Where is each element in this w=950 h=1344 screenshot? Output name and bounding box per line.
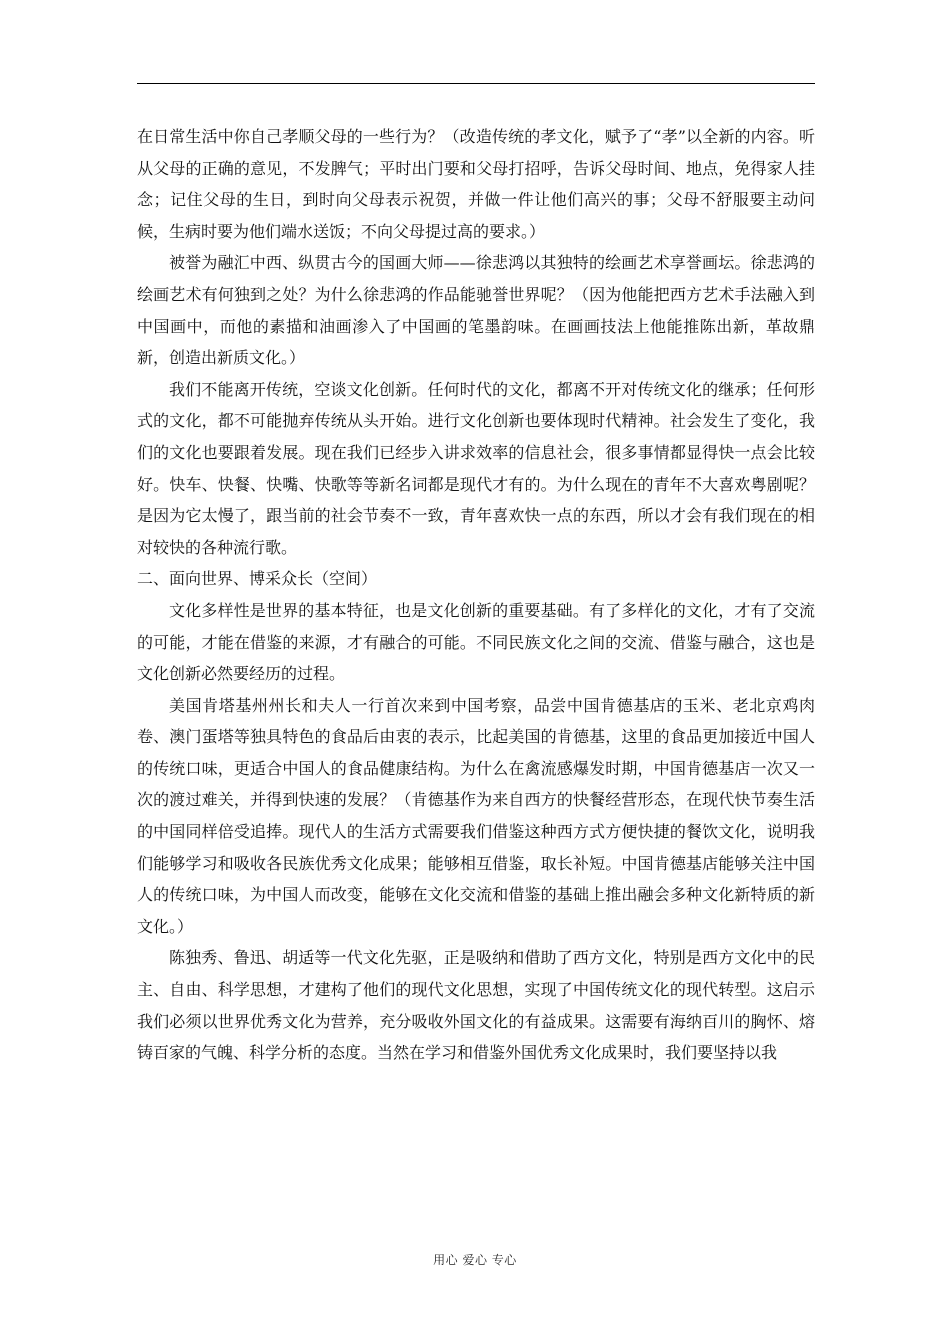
section-heading: 二、面向世界、博采众长（空间） [137,569,378,589]
paragraph-filial-piety: 在日常生活中你自己孝顺父母的一些行为？（改造传统的孝文化，赋予了“孝”以全新的内容。听从父母的正确的意见，不发脾气；平时出门要和父母打招呼，告诉父母时间、地点，免得家人挂念；记住父母的生日，到时向父母表示祝贺，并做一件让他们高兴的事；父母不舒服要主动问候，生病时要为他们端水送饭；不向父母提过高的要求。） [137,127,815,241]
page-footer: 用心 爱心 专心 [433,1253,517,1267]
paragraph-kfc-example: 美国肯塔基州州长和夫人一行首次来到中国考察，品尝中国肯德基店的玉米、老北京鸡肉卷、澳门蛋塔等独具特色的食品后由衷的表示，比起美国的肯德基，这里的食品更加接近中国人的传统口味，更适合中国人的食品健康结构。为什么在禽流感爆发时期，中国肯德基店一次又一次的渡过难关，并得到快速的发展？（肯德基作为来自西方的快餐经营形态，在现代快节奏生活的中国同样倍受追捧。现代人的生活方式需要我们借鉴这种西方式方便快捷的餐饮文化，说明我们能够学习和吸收各民族优秀文化成果；能够相互借鉴，取长补短。中国肯德基店能够关注中国人的传统口味，为中国人而改变，能够在文化交流和借鉴的基础上推出融会多种文化新特质的新文化。） [137,695,815,936]
header-rule [137,83,815,84]
paragraph-cultural-diversity: 文化多样性是世界的基本特征，也是文化创新的重要基础。有了多样化的文化，才有了交流的可能，才能在借鉴的来源，才有融合的可能。不同民族文化之间的交流、借鉴与融合，这也是文化创新必然要经历的过程。 [137,600,815,684]
paragraph-tradition-innovation: 我们不能离开传统，空谈文化创新。任何时代的文化，都离不开对传统文化的继承；任何形式的文化，都不可能抛弃传统从头开始。进行文化创新也要体现时代精神。社会发生了变化，我们的文化也要跟着发展。现在我们已经步入讲求效率的信息社会，很多事情都显得快一点会比较好。快车、快餐、快嘴、快歌等等新名词都是现代才有的。为什么现在的青年不大喜欢粤剧呢？是因为它太慢了，跟当前的社会节奏不一致，青年喜欢快一点的东西，所以才会有我们现在的相对较快的各种流行歌。 [137,379,815,557]
paragraph-xu-beihong: 被誉为融汇中西、纵贯古今的国画大师——徐悲鸿以其独特的绘画艺术享誉画坛。徐悲鸿的绘画艺术有何独到之处？为什么徐悲鸿的作品能驰誉世界呢？（因为他能把西方艺术手法融入到中国画中，而他的素描和油画渗入了中国画的笔墨韵味。在画画技法上他能推陈出新，革故鼎新，创造出新质文化。） [137,253,815,368]
document-body [137,121,815,1069]
paragraph-cultural-pioneers: 陈独秀、鲁迅、胡适等一代文化先驱，正是吸纳和借助了西方文化，特别是西方文化中的民主、自由、科学思想，才建构了他们的现代文化思想，实现了中国传统文化的现代转型。这启示我们必须以世界优秀文化为营养，充分吸收外国文化的有益成果。这需要有海纳百川的胸怀、熔铸百家的气魄、科学分析的态度。当然在学习和借鉴外国优秀文化成果时，我们要坚持以我 [137,948,815,1063]
